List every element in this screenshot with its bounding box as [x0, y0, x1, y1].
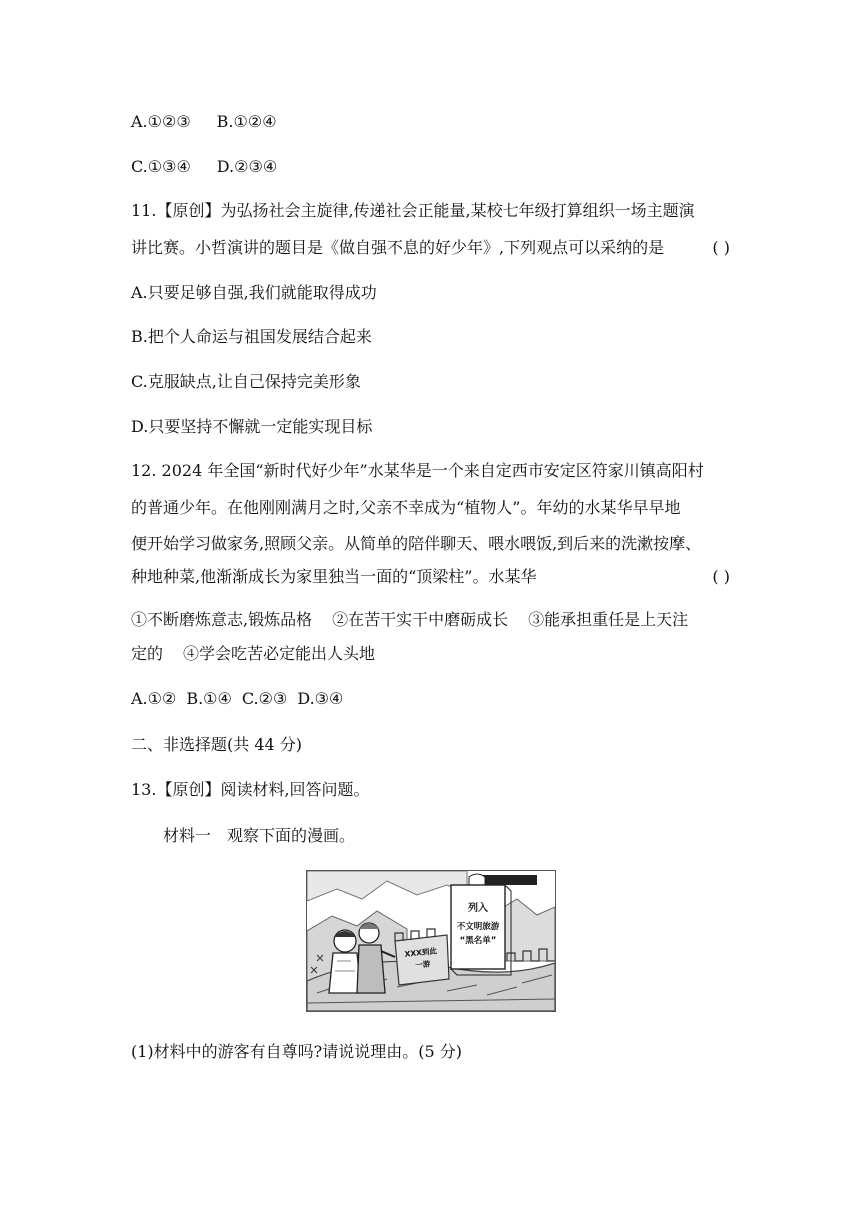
q12-statement-3-cont: 定的: [131, 644, 164, 663]
q12-statement-4: ④学会吃苦必定能出人头地: [183, 644, 376, 663]
q12-stem-line1: 12. 2024 年全国“新时代好少年”水某华是一个来自定西市安定区符家川镇高阳村: [131, 461, 704, 480]
q12-statements-line2: [131, 643, 375, 665]
q10-option-a: A.①②③: [131, 112, 191, 131]
q12-statements-line1: [131, 609, 688, 631]
q10-options-row2: [131, 156, 277, 178]
sign-text-line1: 列入: [468, 903, 488, 914]
graffiti-text-line1: XXX到此: [404, 946, 438, 959]
q11-answer-paren: ( ): [712, 238, 730, 257]
q13-subquestion-1: (1)材料中的游客有自尊吗?请说说理由。(5 分): [131, 1042, 462, 1061]
q11-stem-line1: 11.【原创】为弘扬社会主旋律,传递社会正能量,某校七年级打算组织一场主题演: [131, 201, 695, 220]
q12-stem-line2: 的普通少年。在他刚刚满月之时,父亲不幸成为“植物人”。年幼的水某华早早地: [131, 498, 681, 517]
q11-option-d: D.只要坚持不懈就一定能实现目标: [131, 417, 373, 436]
q11-option-b: B.把个人命运与祖国发展结合起来: [131, 327, 372, 346]
q12-stem-line4: 种地种菜,他渐渐成长为家里独当一面的“顶梁柱”。水某华 ( ): [131, 567, 730, 586]
q12-option-c: C.②③: [241, 689, 288, 708]
q11-stem-line2: 讲比赛。小哲演讲的题目是《做自强不息的好少年》,下列观点可以采纳的是 ( ): [131, 238, 730, 257]
q13-intro: 13.【原创】阅读材料,回答问题。: [131, 780, 370, 799]
graffiti-text-line2: 一游: [414, 959, 431, 970]
q12-stem-line3: 便开始学习做家务,照顾父亲。从简单的陪伴聊天、喂水喂饭,到后来的洗漱按摩、: [131, 534, 702, 553]
section-heading: 二、非选择题(共 44 分): [131, 735, 303, 754]
q12-options: [131, 688, 343, 710]
cartoon-drawing: [307, 871, 555, 1011]
q12-option-a: A.①②: [131, 689, 177, 708]
q13-material-1: 材料一 观察下面的漫画。: [163, 826, 356, 845]
cartoon-image: [306, 870, 556, 1012]
q11-option-a: A.只要足够自强,我们就能取得成功: [131, 283, 377, 302]
q12-statement-2: ②在苦干实干中磨砺成长: [332, 610, 509, 629]
q11-option-c: C.克服缺点,让自己保持完美形象: [131, 372, 361, 391]
q12-option-b: B.①④: [186, 689, 232, 708]
q12-option-d: D.③④: [297, 689, 344, 708]
q10-options-row1: [131, 111, 277, 133]
sign-text-line2: 不文明旅游: [456, 922, 500, 932]
sign-text-line3: “黑名单”: [459, 936, 497, 946]
q10-option-c: C.①③④: [131, 157, 191, 176]
q12-statement-1: ①不断磨炼意志,锻炼品格: [131, 610, 313, 629]
q12-answer-paren: ( ): [712, 567, 730, 586]
q12-statement-3: ③能承担重任是上天注: [528, 610, 689, 629]
q10-option-d: D.②③④: [216, 157, 278, 176]
q10-option-b: B.①②④: [216, 112, 277, 131]
